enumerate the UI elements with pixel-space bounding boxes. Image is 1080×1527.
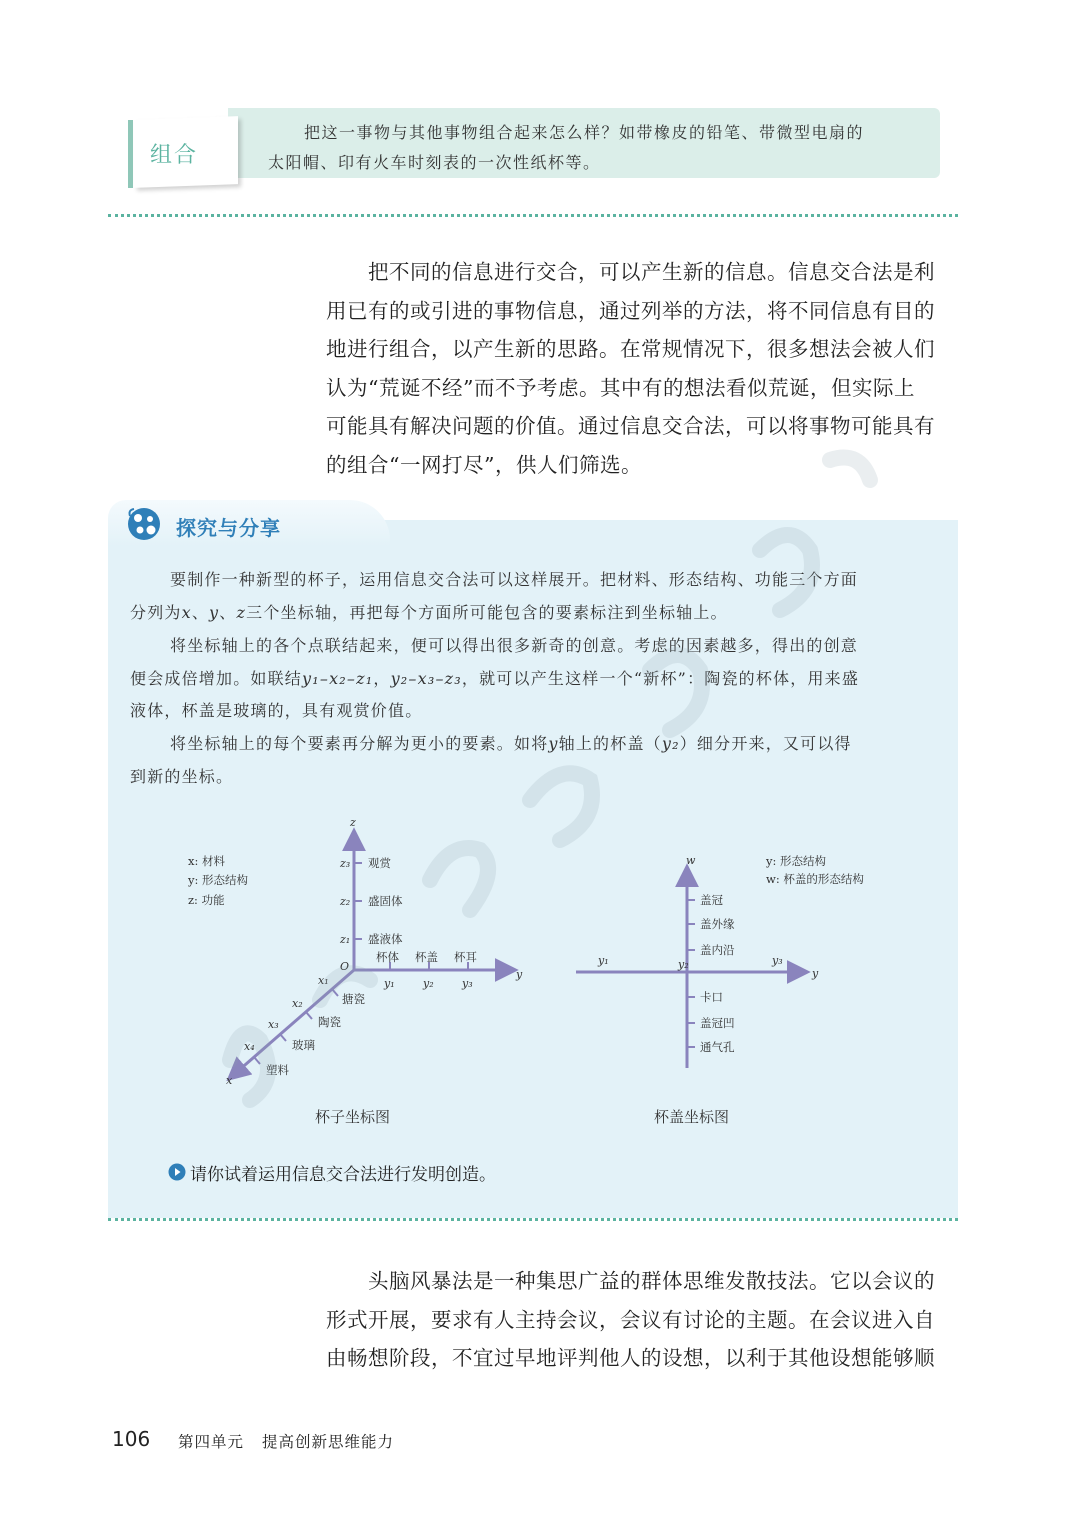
explore-line: 到新的坐标。	[130, 766, 234, 786]
origin-label: O	[340, 960, 350, 973]
var-y: y	[548, 734, 559, 753]
paragraph-brainstorm	[326, 1262, 960, 1378]
paragraph-line: 形式开展，要求有人主持会议，会议有讨论的主题。在会议进入自	[326, 1307, 935, 1332]
w-item: 盖外缘	[700, 917, 735, 931]
text-run: 分列为	[130, 602, 182, 622]
text-run: 、	[191, 602, 210, 622]
paragraph-line: 的组合“一网打尽”，供人们筛选。	[326, 452, 642, 477]
legend-y: y: 形态结构	[188, 873, 249, 887]
lid-diagram-caption: 杯盖坐标图	[654, 1108, 730, 1126]
var-y2: y₂	[661, 734, 680, 753]
w-item: 盖冠凹	[700, 1016, 735, 1030]
combo-text-line: 把这一事物与其他事物组合起来怎么样？如带橡皮的铅笔、带微型电扇的	[304, 123, 865, 142]
formula-2: y₂–x₃–z₃	[390, 668, 462, 688]
cup-diagram-caption: 杯子坐标图	[315, 1108, 391, 1126]
combo-text	[268, 118, 928, 178]
text-run: ，就可以产生这样一个“新杯”：陶瓷的杯体，用来盛	[461, 668, 860, 688]
var-y: y	[209, 602, 220, 622]
legend-w: w: 杯盖的形态结构	[766, 872, 864, 886]
x-tick: x₂	[292, 997, 303, 1010]
y-tick: y₂	[423, 977, 434, 990]
z-label: 盛液体	[368, 932, 403, 946]
w-axis-label: w	[686, 854, 696, 867]
z-label: 盛固体	[368, 894, 403, 908]
x-label: 塑料	[266, 1063, 289, 1077]
combo-callout	[128, 108, 940, 188]
paragraph-line: 地进行组合，以产生新的思路。在常规情况下，很多想法会被人们	[326, 337, 935, 361]
legend-y: y: 形态结构	[766, 854, 827, 868]
text-run: 三个坐标轴，再把每个方面所可能包含的要素标注到坐标轴上。	[246, 602, 728, 622]
text-run: ）细分开来，又可以得	[679, 734, 852, 753]
combo-side-bar	[128, 120, 133, 188]
y-label: 杯体	[376, 950, 399, 964]
explore-prompt: 请你试着运用信息交合法进行发明创造。	[190, 1165, 496, 1185]
var-x: x	[181, 602, 192, 622]
watermark-strokes	[200, 440, 900, 1120]
z-tick: z₂	[340, 895, 351, 908]
paragraph-line: 头脑风暴法是一种集思广益的群体思维发散技法。它以会议的	[368, 1269, 935, 1293]
footer-title: 提高创新思维能力	[262, 1433, 395, 1451]
y-tick: y₁	[598, 954, 609, 967]
x-label: 玻璃	[292, 1038, 315, 1052]
paragraph-line: 由畅想阶段，不宜过早地评判他人的设想，以利于其他设想能够顺	[326, 1346, 935, 1370]
text-run: 将坐标轴上的每个要素再分解为更小的要素。如将	[170, 734, 549, 753]
text-run: 便会成倍增加。如联结	[130, 668, 303, 688]
dotted-divider	[108, 1218, 958, 1221]
text-run: 轴上的杯盖（	[558, 734, 662, 753]
explore-line: 要制作一种新型的杯子，运用信息交合法可以这样展开。把材料、形态结构、功能三个方面	[170, 570, 859, 589]
y-label: 杯盖	[415, 950, 438, 964]
y-tick: y₁	[384, 977, 395, 990]
y-label: 杯耳	[454, 950, 477, 964]
var-z: z	[236, 602, 247, 622]
explore-icon	[126, 506, 162, 542]
x-tick: x₃	[268, 1018, 279, 1031]
x-label: 陶瓷	[318, 1015, 341, 1029]
w-item: 盖内沿	[700, 943, 735, 957]
footer-unit: 第四单元	[178, 1433, 245, 1451]
w-item: 盖冠	[700, 893, 723, 907]
z-tick: z₃	[340, 857, 351, 870]
paragraph-line: 认为“荒诞不经”而不予考虑。其中有的想法看似荒诞，但实际上	[326, 375, 915, 400]
paragraph-line: 可能具有解决问题的价值。通过信息交合法，可以将事物可能具有	[326, 414, 935, 438]
x-label: 搪瓷	[342, 992, 365, 1006]
z-tick: z₁	[340, 933, 351, 946]
explore-title: 探究与分享	[176, 516, 281, 540]
explore-line: 液体，杯盖是玻璃的，具有观赏价值。	[130, 701, 423, 720]
page-number: 106	[112, 1427, 151, 1451]
x-axis-label: x	[226, 1074, 233, 1087]
y-axis-label: y	[516, 968, 523, 981]
z-label: 观赏	[368, 856, 391, 870]
y-tick: y₃	[462, 977, 473, 990]
play-arrow-icon	[168, 1163, 186, 1181]
y-tick: y₃	[772, 954, 783, 967]
x-tick: x₁	[318, 974, 329, 987]
paragraph-line: 用已有的或引进的事物信息，通过列举的方法，将不同信息有目的	[326, 298, 935, 323]
text-run: 、	[219, 602, 237, 622]
w-item: 卡口	[700, 990, 723, 1004]
combo-text-line: 太阳帽、印有火车时刻表的一次性纸杯等。	[268, 153, 601, 172]
x-tick: x₄	[244, 1040, 255, 1053]
text-run: ，	[373, 668, 391, 688]
explore-line: 将坐标轴上的各个点联结起来，便可以得出很多新奇的创意。考虑的因素越多，得出的创意	[170, 636, 859, 655]
dotted-divider	[108, 214, 958, 217]
w-item: 通气孔	[700, 1040, 735, 1054]
y-tick: y₂	[678, 958, 689, 971]
y-axis-label: y	[812, 967, 819, 980]
legend-z: z: 功能	[188, 893, 225, 907]
paragraph-line: 把不同的信息进行交合，可以产生新的信息。信息交合法是利	[368, 260, 935, 284]
z-axis-label: z	[350, 816, 356, 829]
combo-label: 组合	[150, 143, 199, 168]
legend-x: x: 材料	[188, 854, 226, 868]
formula-1: y₁–x₂–z₁	[302, 668, 374, 688]
